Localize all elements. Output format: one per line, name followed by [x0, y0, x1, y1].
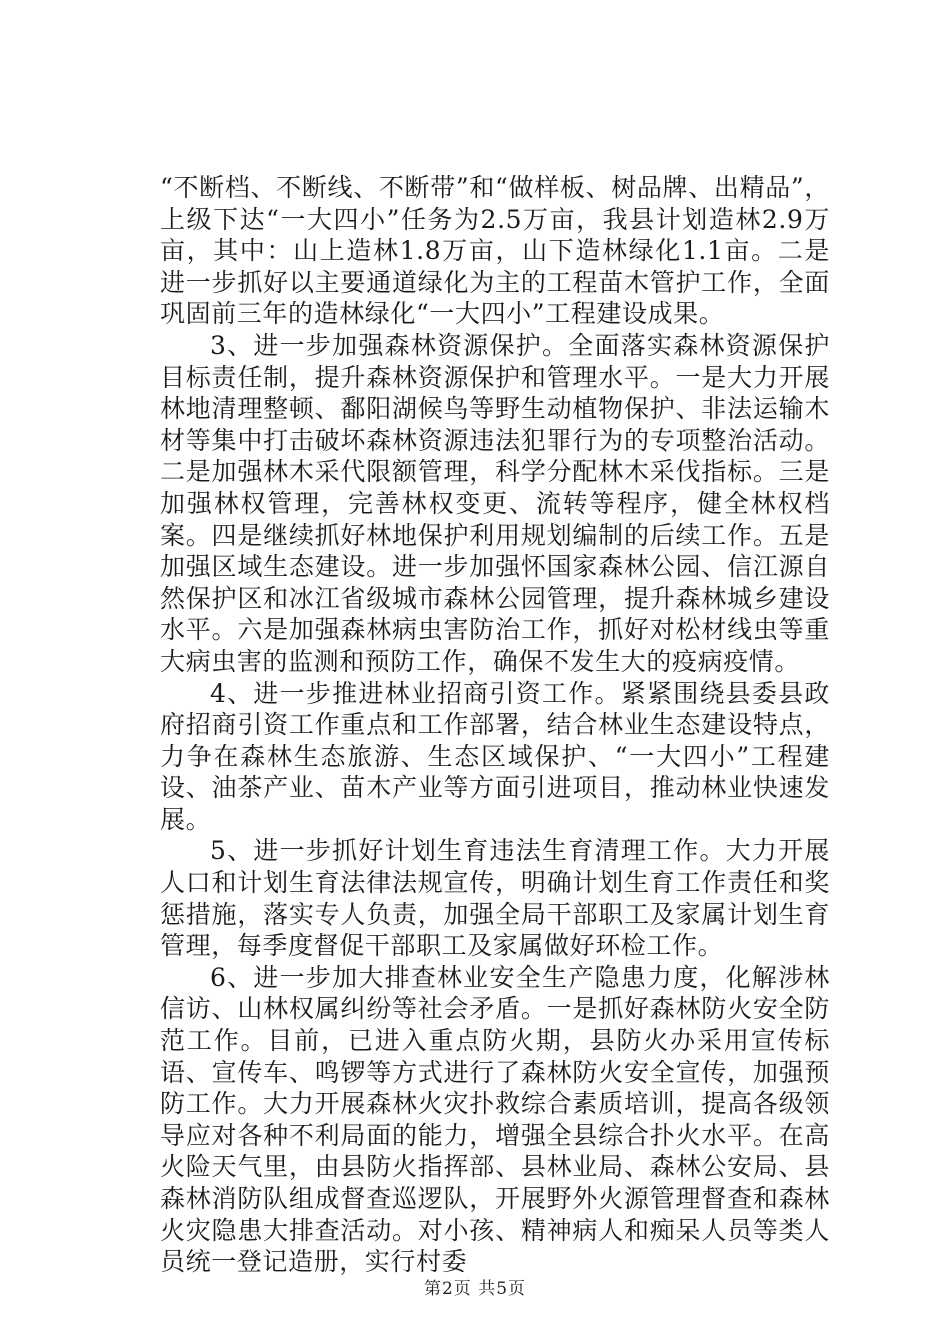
- document-body: [160, 172, 830, 1278]
- paragraph-family-planning: 5、进一步抓好计划生育违法生育清理工作。大力开展人口和计划生育法律法规宣传，明确计划生育工作责任和奖惩措施，落实专人负责，加强全局干部职工及家属计划生育管理，每季度督促干部职工及家属做好环检工作。: [160, 836, 830, 961]
- paragraph-investment: 4、进一步推进林业招商引资工作。紧紧围绕县委县政府招商引资工作重点和工作部署，结合林业生态建设特点，力争在森林生态旅游、生态区域保护、“一大四小”工程建设、油茶产业、苗木产业等方面引进项目，推动林业快速发展。: [160, 678, 830, 834]
- paragraph-forest-protection: 3、进一步加强森林资源保护。全面落实森林资源保护目标责任制，提升森林资源保护和管理水平。一是大力开展林地清理整顿、鄱阳湖候鸟等野生动植物保护、非法运输木材等集中打击破坏森林资源违法犯罪行为的专项整治活动。二是加强林木采代限额管理，科学分配林木采伐指标。三是加强林权管理，完善林权变更、流转等程序，健全林权档案。四是继续抓好林地保护利用规划编制的后续工作。五是加强区域生态建设。进一步加强怀国家森林公园、信江源自然保护区和冰江省级城市森林公园管理，提升森林城乡建设水平。六是加强森林病虫害防治工作，抓好对松材线虫等重大病虫害的监测和预防工作，确保不发生大的疫病疫情。: [160, 330, 830, 676]
- page-number: 第2页 共5页: [423, 1279, 527, 1299]
- paragraph-safety: 6、进一步加大排查林业安全生产隐患力度，化解涉林信访、山林权属纠纷等社会矛盾。一是抓好森林防火安全防范工作。目前，已进入重点防火期，县防火办采用宣传标语、宣传车、鸣锣等方式进行了森林防火安全宣传，加强预防工作。大力开展森林火灾扑救综合素质培训，提高各级领导应对各种不利局面的能力，增强全县综合扑火水平。在高火险天气里，由县防火指挥部、县林业局、森林公安局、县森林消防队组成督查巡逻队，开展野外火源管理督查和森林火灾隐患大排查活动。对小孩、精神病人和痴呆人员等类人员统一登记造册，实行村委: [160, 962, 830, 1277]
- paragraph-continuation: “不断档、不断线、不断带”和“做样板、树品牌、出精品”，上级下达“一大四小”任务为2.5万亩，我县计划造林2.9万亩，其中：山上造林1.8万亩，山下造林绿化1.1亩。二是进一步抓好以主要通道绿化为主的工程苗木管护工作，全面巩固前三年的造林绿化“一大四小”工程建设成果。: [160, 173, 830, 329]
